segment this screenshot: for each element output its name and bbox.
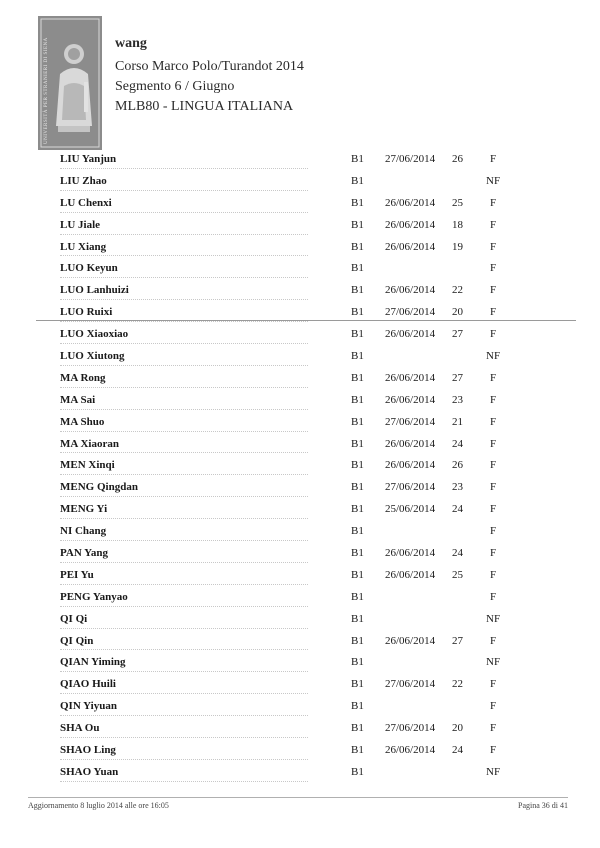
student-name: LIU Zhao: [60, 174, 107, 187]
row-underline: [60, 212, 308, 213]
row-underline: [60, 234, 308, 235]
level-cell: B1: [351, 481, 364, 494]
svg-text:UNIVERSITÀ PER STRANIERI DI SI: UNIVERSITÀ PER STRANIERI DI SIENA: [44, 37, 49, 144]
level-cell: B1: [351, 525, 364, 538]
seal-figure-icon: [38, 16, 102, 150]
exam-date-cell: 26/06/2014: [385, 218, 436, 231]
row-underline: [60, 781, 308, 782]
result-cell: F: [489, 547, 497, 560]
exam-date-cell: 26/06/2014: [385, 437, 436, 450]
student-name: LUO Lanhuizi: [60, 284, 129, 297]
result-cell: F: [489, 437, 497, 450]
row-underline: [60, 277, 308, 278]
table-row: [0, 412, 600, 434]
level-cell: B1: [351, 262, 364, 275]
table-row: [0, 499, 600, 521]
student-name: MA Xiaoran: [60, 437, 119, 450]
row-underline: [60, 255, 308, 256]
row-underline: [60, 452, 308, 453]
row-underline: [60, 584, 308, 585]
level-cell: B1: [351, 722, 364, 735]
module-label: MLB80 - LINGUA ITALIANA: [115, 99, 294, 114]
table-row: [0, 193, 600, 215]
table-row: [0, 696, 600, 718]
horizontal-rule: [36, 320, 576, 321]
score-cell: 25: [452, 196, 463, 209]
row-underline: [60, 649, 308, 650]
student-name: SHAO Yuan: [60, 765, 119, 778]
student-name: QIAN Yiming: [60, 656, 126, 669]
result-cell: F: [489, 568, 497, 581]
result-cell: F: [489, 525, 497, 538]
exam-date-cell: 27/06/2014: [385, 306, 436, 319]
result-cell: F: [489, 262, 497, 275]
table-row: [0, 477, 600, 499]
row-underline: [60, 321, 308, 322]
level-cell: B1: [351, 240, 364, 253]
student-name: LUO Keyun: [60, 262, 118, 275]
row-underline: [60, 693, 308, 694]
table-row: [0, 674, 600, 696]
result-cell: F: [489, 240, 497, 253]
exam-date-cell: 26/06/2014: [385, 744, 436, 757]
score-cell: 25: [452, 568, 463, 581]
level-cell: B1: [351, 547, 364, 560]
result-cell: F: [489, 393, 497, 406]
level-cell: B1: [351, 503, 364, 516]
row-underline: [60, 474, 308, 475]
level-cell: B1: [351, 568, 364, 581]
table-row: [0, 237, 600, 259]
exam-date-cell: 26/06/2014: [385, 240, 436, 253]
user-name: wang: [115, 36, 147, 51]
student-name: QI Qi: [60, 612, 88, 625]
exam-date-cell: 27/06/2014: [385, 415, 436, 428]
exam-date-cell: 25/06/2014: [385, 503, 436, 516]
result-cell: F: [489, 590, 497, 603]
score-cell: 24: [452, 437, 463, 450]
table-row: [0, 171, 600, 193]
exam-date-cell: 27/06/2014: [385, 153, 436, 165]
level-cell: B1: [351, 328, 364, 341]
table-row: [0, 215, 600, 237]
row-underline: [60, 737, 308, 738]
student-name: SHA Ou: [60, 722, 100, 735]
course-title: Corso Marco Polo/Turandot 2014: [115, 59, 304, 74]
score-cell: 23: [452, 481, 463, 494]
student-name: LU Xiang: [60, 240, 107, 253]
table-row: [0, 368, 600, 390]
student-name: MA Sai: [60, 393, 96, 406]
row-underline: [60, 431, 308, 432]
exam-date-cell: 27/06/2014: [385, 481, 436, 494]
score-cell: 26: [452, 153, 463, 165]
student-name: PAN Yang: [60, 547, 108, 560]
student-name: MA Shuo: [60, 415, 105, 428]
student-name: QI Qin: [60, 634, 94, 647]
exam-date-cell: 27/06/2014: [385, 722, 436, 735]
document-header: [115, 34, 304, 117]
row-underline: [60, 343, 308, 344]
result-cell: NF: [486, 174, 501, 187]
student-name: LUO Xiaoxiao: [60, 328, 129, 341]
result-cell: F: [489, 328, 497, 341]
row-underline: [60, 190, 308, 191]
student-name: LUO Ruixi: [60, 306, 113, 319]
level-cell: B1: [351, 393, 364, 406]
table-row: [0, 718, 600, 740]
result-cell: F: [489, 371, 497, 384]
row-underline: [60, 518, 308, 519]
level-cell: B1: [351, 371, 364, 384]
result-cell: F: [489, 459, 497, 472]
student-name: PENG Yanyao: [60, 590, 128, 603]
exam-date-cell: 26/06/2014: [385, 196, 436, 209]
level-cell: B1: [351, 634, 364, 647]
score-cell: 27: [452, 371, 463, 384]
result-cell: NF: [486, 765, 501, 778]
row-underline: [60, 409, 308, 410]
result-cell: NF: [486, 656, 501, 669]
university-seal: [38, 16, 102, 150]
level-cell: B1: [351, 415, 364, 428]
row-underline: [60, 168, 308, 169]
score-cell: 20: [452, 722, 463, 735]
table-row: [0, 434, 600, 456]
level-cell: B1: [351, 744, 364, 757]
table-row: [0, 149, 600, 171]
table-row: [0, 587, 600, 609]
level-cell: B1: [351, 678, 364, 691]
exam-date-cell: 26/06/2014: [385, 371, 436, 384]
result-cell: F: [489, 744, 497, 757]
row-underline: [60, 562, 308, 563]
score-cell: 27: [452, 634, 463, 647]
table-row: [0, 543, 600, 565]
student-name: MENG Yi: [60, 503, 108, 516]
row-underline: [60, 628, 308, 629]
student-name: NI Chang: [60, 525, 107, 538]
result-cell: F: [489, 415, 497, 428]
row-underline: [60, 387, 308, 388]
table-row: [0, 762, 600, 784]
exam-date-cell: 26/06/2014: [385, 328, 436, 341]
score-cell: 24: [452, 547, 463, 560]
student-name: MA Rong: [60, 371, 106, 384]
level-cell: B1: [351, 656, 364, 669]
level-cell: B1: [351, 612, 364, 625]
table-row: [0, 258, 600, 280]
student-name: PEI Yu: [60, 568, 94, 581]
result-cell: NF: [486, 612, 501, 625]
row-underline: [60, 496, 308, 497]
level-cell: B1: [351, 590, 364, 603]
table-row: [0, 455, 600, 477]
result-cell: F: [489, 634, 497, 647]
result-cell: F: [489, 196, 497, 209]
row-underline: [60, 540, 308, 541]
table-row: [0, 324, 600, 346]
row-underline: [60, 715, 308, 716]
student-name: LU Jiale: [60, 218, 101, 231]
level-cell: B1: [351, 174, 364, 187]
result-cell: F: [489, 722, 497, 735]
exam-date-cell: 26/06/2014: [385, 547, 436, 560]
score-cell: 23: [452, 393, 463, 406]
exam-date-cell: 26/06/2014: [385, 634, 436, 647]
table-row: [0, 631, 600, 653]
exam-date-cell: 26/06/2014: [385, 393, 436, 406]
score-cell: 24: [452, 744, 463, 757]
student-name: QIN Yiyuan: [60, 700, 117, 713]
level-cell: B1: [351, 700, 364, 713]
result-cell: F: [489, 700, 497, 713]
level-cell: B1: [351, 306, 364, 319]
result-cell: F: [489, 503, 497, 516]
student-name: MENG Qingdan: [60, 481, 138, 494]
student-name: SHAO Ling: [60, 744, 116, 757]
table-row: [0, 521, 600, 543]
result-cell: F: [489, 306, 497, 319]
segment-label: Segmento 6 / Giugno: [115, 79, 235, 94]
table-row: [0, 609, 600, 631]
level-cell: B1: [351, 350, 364, 363]
score-cell: 21: [452, 415, 463, 428]
row-underline: [60, 606, 308, 607]
student-name: LU Chenxi: [60, 196, 112, 209]
row-underline: [60, 299, 308, 300]
table-row: [0, 280, 600, 302]
student-name: MEN Xinqi: [60, 459, 115, 472]
result-cell: F: [489, 284, 497, 297]
table-row: [0, 346, 600, 368]
student-name: LUO Xiutong: [60, 350, 125, 363]
score-cell: 27: [452, 328, 463, 341]
result-cell: F: [489, 153, 497, 165]
score-cell: 19: [452, 240, 463, 253]
score-cell: 24: [452, 503, 463, 516]
level-cell: B1: [351, 765, 364, 778]
level-cell: B1: [351, 196, 364, 209]
update-timestamp: Aggiornamento 8 luglio 2014 alle ore 16:05: [28, 801, 169, 810]
score-cell: 22: [452, 284, 463, 297]
table-row: [0, 652, 600, 674]
table-row: [0, 390, 600, 412]
table-row: [0, 740, 600, 762]
row-underline: [60, 759, 308, 760]
result-cell: NF: [486, 350, 501, 363]
exam-date-cell: 26/06/2014: [385, 284, 436, 297]
exam-date-cell: 26/06/2014: [385, 459, 436, 472]
result-cell: F: [489, 481, 497, 494]
student-name: QIAO Huili: [60, 678, 116, 691]
level-cell: B1: [351, 459, 364, 472]
row-underline: [60, 365, 308, 366]
exam-date-cell: 27/06/2014: [385, 678, 436, 691]
row-underline: [60, 671, 308, 672]
score-cell: 22: [452, 678, 463, 691]
page-number: Pagina 36 di 41: [518, 801, 568, 810]
score-cell: 26: [452, 459, 463, 472]
result-cell: F: [489, 678, 497, 691]
score-cell: 18: [452, 218, 463, 231]
result-cell: F: [489, 218, 497, 231]
page-footer: [28, 797, 568, 810]
level-cell: B1: [351, 284, 364, 297]
level-cell: B1: [351, 153, 364, 165]
student-name: LIU Yanjun: [60, 153, 117, 165]
score-cell: 20: [452, 306, 463, 319]
table-row: [0, 565, 600, 587]
student-list: [0, 149, 600, 784]
level-cell: B1: [351, 218, 364, 231]
exam-date-cell: 26/06/2014: [385, 568, 436, 581]
level-cell: B1: [351, 437, 364, 450]
